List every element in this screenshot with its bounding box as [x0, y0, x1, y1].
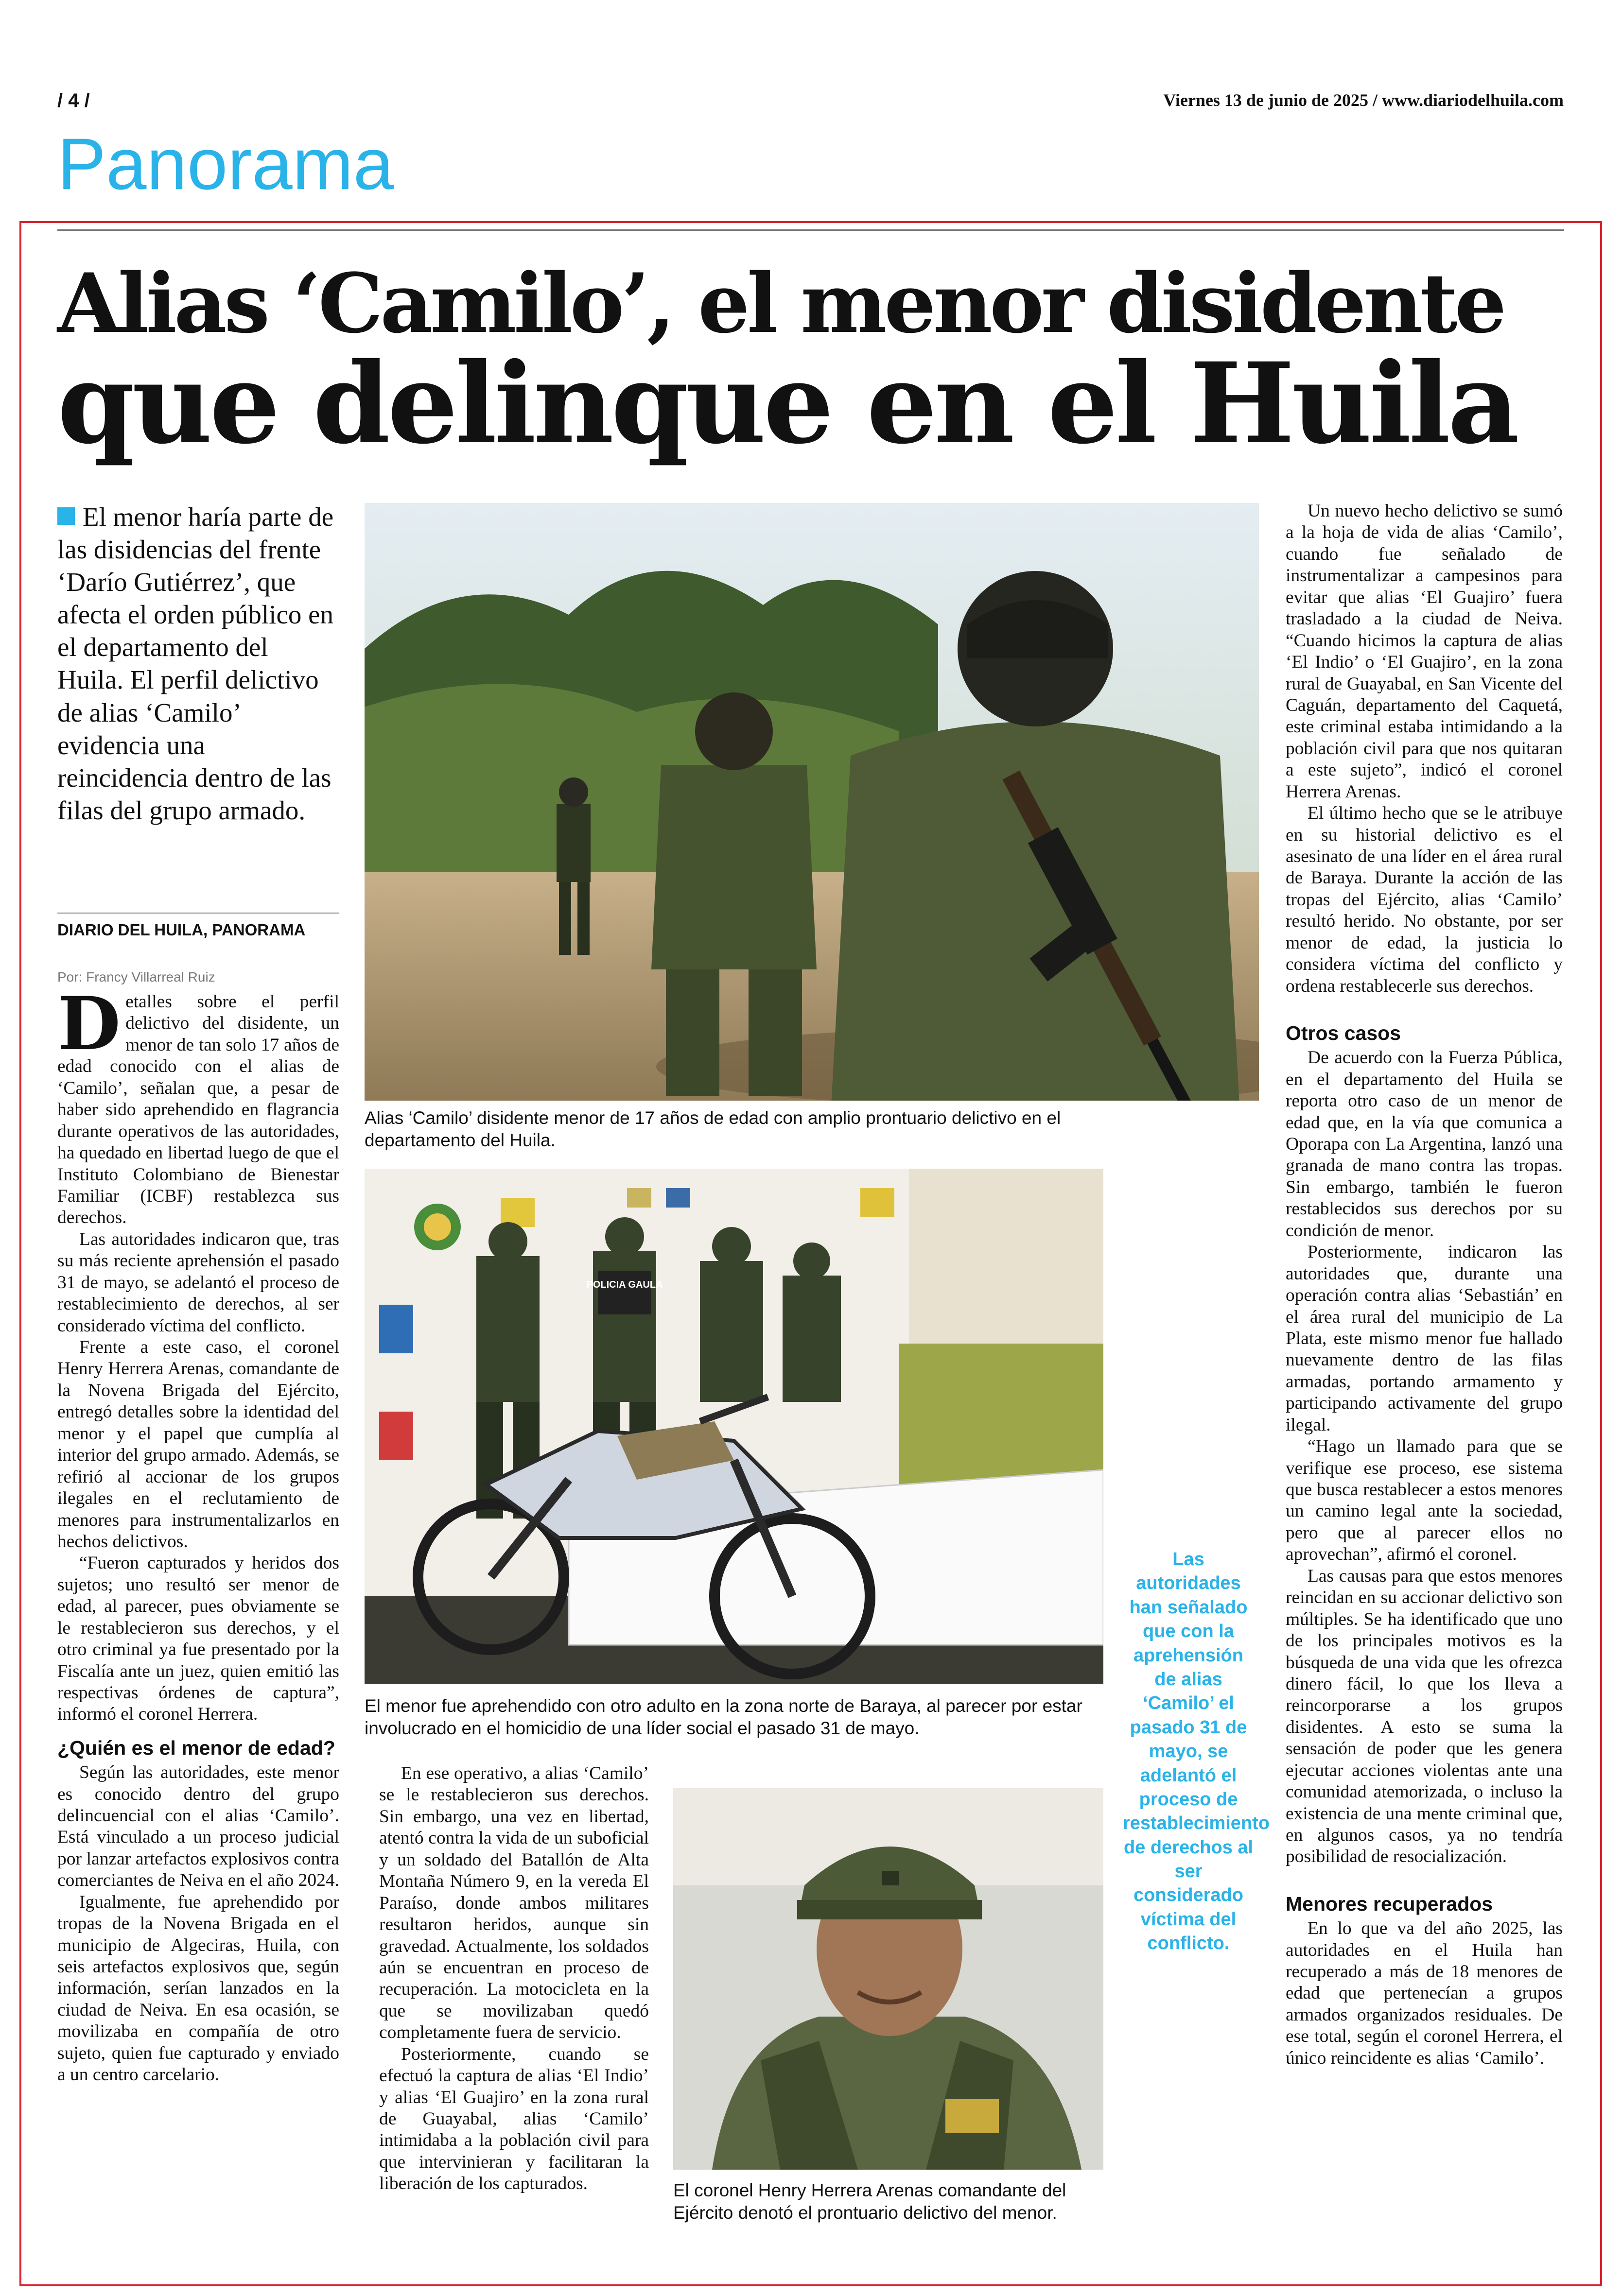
paragraph: En lo que va del año 2025, las autoridades en el Huila han recuperado a más de 18 menores de edad que pertenecían a grupos armados organizados residuales. De ese total, según el coronel Herrera, el único reincidente es alias ‘Camilo’.	[1286, 1918, 1563, 2068]
soldiers-illustration	[365, 503, 1259, 1101]
colonel-illustration	[673, 1788, 1103, 2170]
body-column-2	[379, 1763, 649, 2195]
paragraph: En ese operativo, a alias ‘Camilo’ se le restablecieron sus derechos. Sin embargo, una vez en libertad, atentó contra la vida de un suboficial y un soldado del Batallón de Alta Montaña Número 9, en la vereda El Paraíso, donde ambos militares resultaron heridos, aunque sin gravedad. Actualmente, los soldados aún se encuentran en proceso de recuperación. La motocicleta en la que se movilizaban quedó completamente fuera de servicio.	[379, 1763, 649, 2043]
byline-author: Por: Francy Villarreal Ruiz	[57, 969, 215, 984]
paragraph: Frente a este caso, el coronel Henry Herrera Arenas, comandante de la Novena Brigada del Ejército, entregó detalles sobre la identidad del menor y el papel que cumplía al interior del grupo armado. Además, se refirió al accionar de los grupos ilegales en el reclutamiento de menores para instrumentalizarlos en hechos delictivos.	[57, 1337, 339, 1552]
motorcycle-illustration	[365, 1169, 1103, 1684]
square-bullet-icon	[57, 507, 75, 525]
byline-organization: DIARIO DEL HUILA, PANORAMA	[57, 921, 306, 939]
paragraph: “Fueron capturados y heridos dos sujetos; uno resultó ser menor de edad, al parecer, pues obviamente se le restablecieron sus derechos, y el otro criminal ya fue presentado por la Fiscalía ante un juez, quien emitió las respectivas órdenes de captura”, informó el coronel Herrera.	[57, 1553, 339, 1725]
pull-quote: Las autoridades han señalado que con la aprehensión de alias ‘Camilo’ el pasado 31 de mayo, se adelantó el proceso de restablecimiento de derechos al ser considerado víctima del conflicto.	[1123, 1549, 1270, 1954]
paragraph: Posteriormente, cuando se efectuó la captura de alias ‘El Indio’ y alias ‘El Guajiro’ en la zona rural de Guayabal, alias ‘Camilo’ intimidaba a la población civil para que intervinieran y facilitaran la liberación de los capturados.	[379, 2044, 649, 2194]
paragraph: El último hecho que se le atribuye en su historial delictivo es el asesinato de una líder en el área rural de Baraya. Durante la acción de las tropas del Ejército, alias ‘Camilo’ resultó herido. No obstante, por ser menor de edad, la justicia lo considera víctima del conflicto y ordena restablecerle sus derechos.	[1286, 803, 1563, 996]
paragraph: Un nuevo hecho delictivo se sumó a la hoja de vida de alias ‘Camilo’, cuando fue señalado de instrumentalizar a campesinos para evitar que alias ‘El Guajiro’ fuera trasladado a la ciudad de Neiva. “Cuando hicimos la captura de alias ‘El Indio’ o ‘El Guajiro’, en la zona rural de Guayabal, en San Vicente del Caguán, departamento del Caquetá, este criminal estaba intimidando a la población civil para que nos quitaran a este sujeto”, indicó el coronel Herrera Arenas.	[1286, 501, 1563, 802]
byline-rule	[57, 913, 339, 914]
colonel-photo-caption: El coronel Henry Herrera Arenas comandante del Ejército denotó el prontuario delictivo del menor.	[673, 2180, 1066, 2223]
page-number: / 4 /	[57, 90, 90, 111]
lead-text: El menor haría parte de las disidencias del frente ‘Darío Gutiérrez’, que afecta el orden público en el departamento del Huila. El perfil delictivo de alias ‘Camilo’ evidencia una reincidencia dentro de las filas del grupo armado.	[57, 502, 334, 825]
paragraph: Las autoridades indicaron que, tras su más reciente aprehensión el pasado 31 de mayo, se adelantó el proceso de restablecimiento de derechos, al ser considerado víctima del conflicto.	[57, 1229, 339, 1336]
headline-line-2: que delinque en el Huila	[57, 338, 1517, 468]
paragraph: Según las autoridades, este menor es conocido dentro del grupo delincuencial con el alias ‘Camilo’. Está vinculado a un proceso judicial por lanzar artefactos explosivos contra comerciantes de Neiva en el año 2024.	[57, 1762, 339, 1891]
soldiers-photo-caption: Alias ‘Camilo’ disidente menor de 17 años de edad con amplio prontuario delictivo en el departamento del Huila.	[365, 1108, 1061, 1150]
paragraph: Posteriormente, indicaron las autoridades que, durante una operación contra alias ‘Sebastián’ en el área rural del municipio de La Plata, este mismo menor fue hallado nuevamente dentro de las filas armadas, portando armamento y participando activamente del grupo ilegal.	[1286, 1242, 1563, 1435]
body-column-1	[57, 981, 339, 2086]
section-title: Panorama	[57, 123, 394, 205]
paragraph: “Hago un llamado para que se verifique ese proceso, ese sistema que busca restablecer a estos menores un camino legal ante la sociedad, pero que al parecer ellos no aprovechan”, afirmó el coronel.	[1286, 1436, 1563, 1565]
paragraph: De acuerdo con la Fuerza Pública, en el departamento del Huila se reporta otro caso de un menor de edad que, en la vía que comunica a Oporapa con La Argentina, lanzó una granada de mano contra las tropas. Sin embargo, también le fueron restablecidos sus derechos por su condición de menor.	[1286, 1048, 1563, 1241]
motorcycle-photo-caption: El menor fue aprehendido con otro adulto en la zona norte de Baraya, al parecer por estar involucrado en el homicidio de una líder social el pasado 31 de mayo.	[365, 1696, 1082, 1738]
subhead-recovered-minors: Menores recuperados	[1286, 1892, 1493, 1915]
headline-line-1: Alias ‘Camilo’, el menor disidente	[57, 255, 1504, 351]
motorcycle-photo	[365, 1169, 1103, 1684]
headline	[57, 255, 1564, 468]
paragraph: Las causas para que estos menores reincidan en su accionar delictivo son múltiples. Se ha identificado que uno de los principales motivos es la búsqueda de una vida que les ofrezca dinero fácil, lo que los lleva a reincorporarse a los grupos disidentes. A esto se suma la sensación de poder que les genera ejecutar acciones violentas ante una comunidad atemorizada, o incluso la existencia de una mente criminal que, en algunos casos, ya no tendría posibilidad de resocialización.	[1286, 1566, 1563, 1867]
paragraph: Detalles sobre el perfil delictivo del disidente, un menor de tan solo 17 años de edad conocido con el alias de ‘Camilo’, señalan que, a pesar de haber sido aprehendido en flagrancia durante operativos de las autoridades, ha quedado en libertad luego de que el Instituto Colombiano de Bienestar Familiar (ICBF) restablezca sus derechos.	[57, 981, 339, 1228]
date-and-website: Viernes 13 de junio de 2025 / www.diariodelhuila.com	[1163, 90, 1564, 110]
colonel-photo	[673, 1788, 1103, 2170]
subhead-other-cases: Otros casos	[1286, 1022, 1401, 1045]
paragraph: Igualmente, fue aprehendido por tropas de la Novena Brigada en el municipio de Algeciras, Huila, con seis artefactos explosivos que, según información, serían lanzados en la ciudad de Neiva. En esa ocasión, se movilizaba en compañía de otro sujeto, quien fue capturado y enviado a un centro carcelario.	[57, 1892, 339, 2085]
police-vest-label: POLICIA GAULA	[586, 1279, 663, 1290]
lead-paragraph	[57, 501, 339, 827]
subhead-who-is-minor: ¿Quién es el menor de edad?	[57, 1736, 335, 1759]
soldiers-photo	[365, 503, 1259, 1101]
drop-cap: D	[57, 981, 121, 1067]
body-column-4	[1286, 501, 1563, 2069]
